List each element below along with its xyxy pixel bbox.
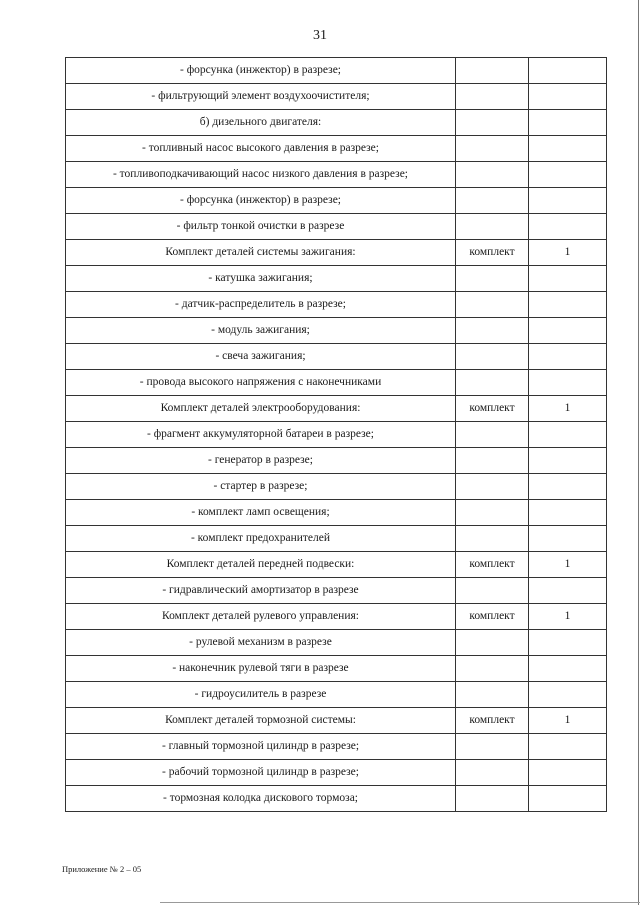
table-row [66, 58, 607, 84]
table-row [66, 266, 607, 292]
table-row [66, 240, 607, 266]
table-row [66, 604, 607, 630]
table-row [66, 630, 607, 656]
quantity-cell [529, 370, 607, 396]
quantity-cell: 1 [529, 708, 607, 734]
quantity-cell [529, 318, 607, 344]
item-name-cell: Комплект деталей тормозной системы: [66, 708, 456, 734]
quantity-cell [529, 162, 607, 188]
scan-edge-bottom [160, 902, 640, 903]
table-row [66, 292, 607, 318]
unit-cell [456, 474, 529, 500]
quantity-cell [529, 786, 607, 812]
unit-cell [456, 162, 529, 188]
table-row [66, 578, 607, 604]
item-name-cell: - фильтр тонкой очистки в разрезе [66, 214, 456, 240]
quantity-cell [529, 682, 607, 708]
unit-cell [456, 84, 529, 110]
unit-cell [456, 370, 529, 396]
item-name-cell: - форсунка (инжектор) в разрезе; [66, 188, 456, 214]
unit-cell [456, 58, 529, 84]
unit-cell [456, 318, 529, 344]
table-row [66, 162, 607, 188]
item-name-cell: - гидроусилитель в разрезе [66, 682, 456, 708]
unit-cell [456, 526, 529, 552]
quantity-cell [529, 58, 607, 84]
item-name-cell: Комплект деталей электрооборудования: [66, 396, 456, 422]
unit-cell [456, 682, 529, 708]
quantity-cell [529, 110, 607, 136]
table-row [66, 214, 607, 240]
quantity-cell [529, 578, 607, 604]
table-row [66, 656, 607, 682]
unit-cell: комплект [456, 240, 529, 266]
quantity-cell [529, 136, 607, 162]
item-name-cell: - наконечник рулевой тяги в разрезе [66, 656, 456, 682]
unit-cell [456, 578, 529, 604]
unit-cell [456, 266, 529, 292]
table-row [66, 110, 607, 136]
table-row [66, 448, 607, 474]
table-row [66, 344, 607, 370]
table-row [66, 474, 607, 500]
unit-cell [456, 136, 529, 162]
quantity-cell: 1 [529, 552, 607, 578]
item-name-cell: - провода высокого напряжения с наконечниками [66, 370, 456, 396]
item-name-cell: Комплект деталей передней подвески: [66, 552, 456, 578]
unit-cell [456, 734, 529, 760]
quantity-cell [529, 474, 607, 500]
item-name-cell: - комплект ламп освещения; [66, 500, 456, 526]
unit-cell [456, 448, 529, 474]
unit-cell [456, 656, 529, 682]
item-name-cell: - комплект предохранителей [66, 526, 456, 552]
quantity-cell [529, 630, 607, 656]
table-row [66, 734, 607, 760]
unit-cell [456, 500, 529, 526]
unit-cell [456, 422, 529, 448]
table-row [66, 708, 607, 734]
equipment-table [65, 57, 607, 812]
item-name-cell: б) дизельного двигателя: [66, 110, 456, 136]
table-row [66, 682, 607, 708]
unit-cell [456, 344, 529, 370]
item-name-cell: - топливный насос высокого давления в разрезе; [66, 136, 456, 162]
item-name-cell: - гидравлический амортизатор в разрезе [66, 578, 456, 604]
table-row [66, 396, 607, 422]
quantity-cell: 1 [529, 240, 607, 266]
unit-cell [456, 786, 529, 812]
item-name-cell: Комплект деталей рулевого управления: [66, 604, 456, 630]
table-row [66, 422, 607, 448]
unit-cell: комплект [456, 396, 529, 422]
item-name-cell: - модуль зажигания; [66, 318, 456, 344]
scan-edge-right [638, 0, 639, 905]
quantity-cell [529, 760, 607, 786]
item-name-cell: - топливоподкачивающий насос низкого давления в разрезе; [66, 162, 456, 188]
table-row [66, 526, 607, 552]
unit-cell: комплект [456, 552, 529, 578]
quantity-cell: 1 [529, 604, 607, 630]
unit-cell [456, 630, 529, 656]
equipment-table-body [66, 58, 607, 812]
table-row [66, 370, 607, 396]
item-name-cell: - стартер в разрезе; [66, 474, 456, 500]
quantity-cell [529, 448, 607, 474]
item-name-cell: - свеча зажигания; [66, 344, 456, 370]
quantity-cell [529, 422, 607, 448]
quantity-cell [529, 266, 607, 292]
item-name-cell: Комплект деталей системы зажигания: [66, 240, 456, 266]
table-row [66, 84, 607, 110]
quantity-cell: 1 [529, 396, 607, 422]
item-name-cell: - катушка зажигания; [66, 266, 456, 292]
page-number: 31 [313, 28, 327, 43]
table-row [66, 786, 607, 812]
item-name-cell: - форсунка (инжектор) в разрезе; [66, 58, 456, 84]
unit-cell: комплект [456, 708, 529, 734]
unit-cell [456, 292, 529, 318]
item-name-cell: - главный тормозной цилиндр в разрезе; [66, 734, 456, 760]
item-name-cell: - тормозная колодка дискового тормоза; [66, 786, 456, 812]
table-row [66, 500, 607, 526]
table-row [66, 318, 607, 344]
item-name-cell: - генератор в разрезе; [66, 448, 456, 474]
quantity-cell [529, 344, 607, 370]
quantity-cell [529, 84, 607, 110]
table-row [66, 552, 607, 578]
item-name-cell: - фрагмент аккумуляторной батареи в разрезе; [66, 422, 456, 448]
quantity-cell [529, 526, 607, 552]
unit-cell [456, 188, 529, 214]
quantity-cell [529, 292, 607, 318]
quantity-cell [529, 656, 607, 682]
item-name-cell: - датчик-распределитель в разрезе; [66, 292, 456, 318]
unit-cell [456, 214, 529, 240]
item-name-cell: - фильтрующий элемент воздухоочистителя; [66, 84, 456, 110]
item-name-cell: - рабочий тормозной цилиндр в разрезе; [66, 760, 456, 786]
quantity-cell [529, 500, 607, 526]
quantity-cell [529, 734, 607, 760]
unit-cell [456, 760, 529, 786]
quantity-cell [529, 214, 607, 240]
item-name-cell: - рулевой механизм в разрезе [66, 630, 456, 656]
footer-appendix-note: Приложение № 2 – 05 [62, 864, 142, 874]
unit-cell [456, 110, 529, 136]
quantity-cell [529, 188, 607, 214]
table-row [66, 188, 607, 214]
table-row [66, 136, 607, 162]
table-row [66, 760, 607, 786]
unit-cell: комплект [456, 604, 529, 630]
